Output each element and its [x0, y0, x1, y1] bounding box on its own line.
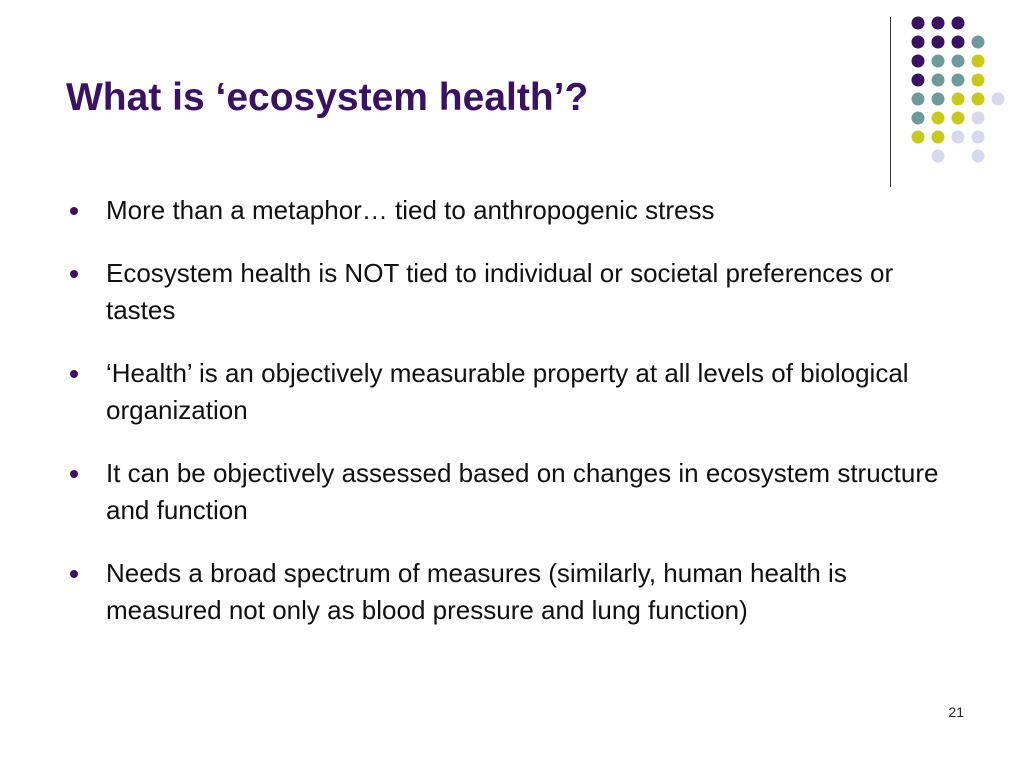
bullet-item [66, 455, 946, 529]
bullet-item [66, 355, 946, 429]
decorative-dot [912, 55, 925, 68]
decorative-dot [952, 74, 965, 87]
decorative-dot [952, 131, 965, 144]
decorative-dot [912, 93, 925, 106]
decorative-dot [952, 36, 965, 49]
bullet-list [66, 192, 946, 655]
decorative-dot [932, 55, 945, 68]
bullet-dot-icon [70, 207, 78, 215]
decorative-dot [972, 131, 985, 144]
page-number: 21 [948, 704, 964, 720]
bullet-dot-icon [70, 570, 78, 578]
bullet-dot-icon [70, 370, 78, 378]
decorative-dot [932, 74, 945, 87]
bullet-text: More than a metaphor… tied to anthropogenic stress [106, 195, 715, 225]
bullet-text: Ecosystem health is NOT tied to individual or societal preferences or tastes [106, 258, 894, 325]
decorative-dot [992, 93, 1005, 106]
decorative-dot [912, 131, 925, 144]
bullet-dot-icon [70, 470, 78, 478]
decorative-dot [912, 36, 925, 49]
bullet-item [66, 192, 946, 229]
decorative-dot [952, 17, 965, 30]
decorative-dot [972, 112, 985, 125]
slide-title: What is ‘ecosystem health’? [66, 76, 589, 119]
bullet-dot-icon [70, 270, 78, 278]
decorative-dot [932, 131, 945, 144]
vertical-divider-line [890, 17, 891, 187]
bullet-text: ‘Health’ is an objectively measurable property at all levels of biological organization [106, 358, 909, 425]
decorative-dot [952, 55, 965, 68]
decorative-dot [932, 93, 945, 106]
decorative-dot [972, 74, 985, 87]
decorative-dot [972, 36, 985, 49]
decorative-dot [952, 93, 965, 106]
decorative-dot [932, 36, 945, 49]
decorative-dot [912, 17, 925, 30]
decorative-dot [972, 93, 985, 106]
decorative-dot [952, 112, 965, 125]
decorative-dot [912, 74, 925, 87]
decorative-dot [972, 55, 985, 68]
decorative-dot [932, 17, 945, 30]
bullet-item [66, 255, 946, 329]
bullet-text: Needs a broad spectrum of measures (similarly, human health is measured not only as blood pressure and lung function) [106, 558, 847, 625]
decorative-dot [932, 150, 945, 163]
decorative-dot [972, 150, 985, 163]
decorative-dot [932, 112, 945, 125]
bullet-item [66, 555, 946, 629]
bullet-text: It can be objectively assessed based on changes in ecosystem structure and function [106, 458, 939, 525]
decorative-dot [912, 112, 925, 125]
